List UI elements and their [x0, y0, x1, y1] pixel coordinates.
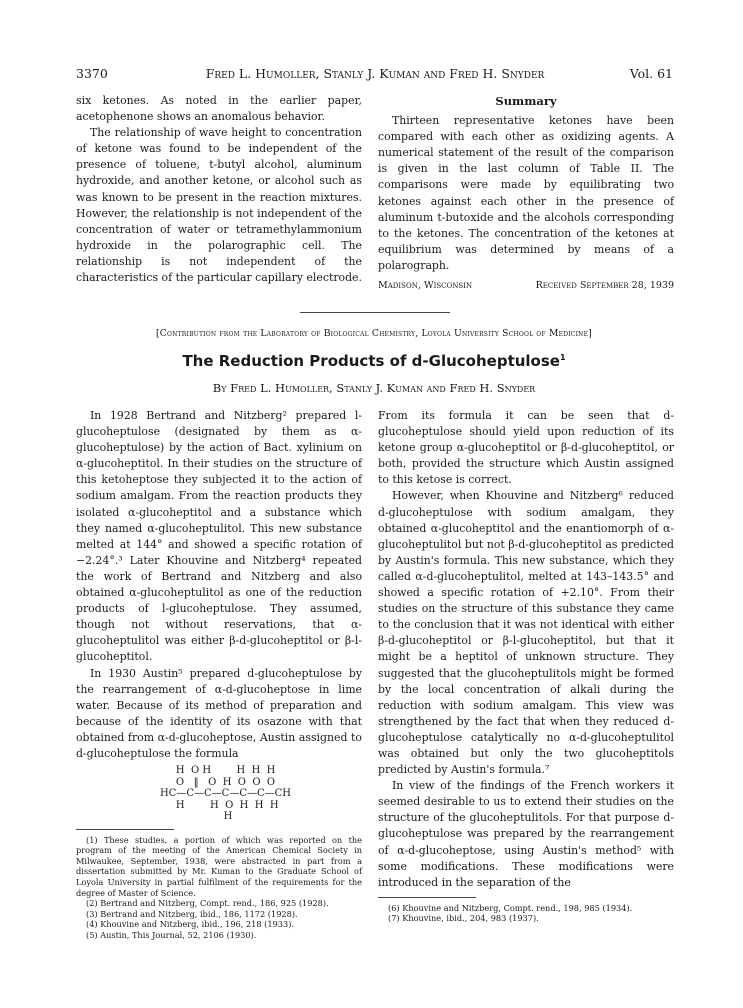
footnote: (7) Khouvine, ibid., 204, 983 (1937).	[388, 913, 539, 924]
article-divider	[300, 312, 450, 313]
paragraph: In view of the findings of the French workers it seemed desirable to us to extend their studies on the structure of the glucoheptulitols. For that purpose d-glucoheptulose was prepared by the rearrangement of α-d-glucoheptose, using Austin's method⁵ with some modifications. These modifications were introduced in the separation of the	[378, 779, 674, 889]
article-title	[72, 352, 676, 370]
formula-line: H O H H H H	[160, 765, 276, 777]
contribution-line: [Contribution from the Laboratory of Biological Chemistry, Loyola University School of Medicine]	[156, 328, 592, 339]
prev-article-left-column	[76, 93, 362, 286]
structural-formula	[160, 765, 362, 823]
left-footnotes	[76, 835, 362, 941]
footnote: (5) Austin, This Journal, 52, 2106 (1930).	[86, 929, 257, 940]
prev-article-right-column	[378, 93, 674, 294]
signoff	[378, 278, 674, 294]
formula-line: H	[160, 811, 233, 823]
summary-text: Thirteen representative ketones have been compared with each other as oxidizing agents. A numerical statement of the result of the comparison is given in the last column of Table II. The comparisons were made by equilibrating two ketones against each other in the presence of aluminum t-butoxide and the alcohols corresponding to the ketones. The concentration of the ketones at equilibrium was determined by means of a polarograph.	[378, 114, 674, 272]
page-number: 3370	[76, 66, 108, 81]
volume-label: Vol. 61	[629, 66, 673, 81]
location: Madison, Wisconsin	[378, 280, 473, 292]
footnote: (3) Bertrand and Nitzberg, ibid., 186, 1172 (1928).	[86, 908, 298, 919]
footnote-rule	[76, 829, 174, 830]
footnote: (6) Khouvine and Nitzberg, Compt. rend., 198, 985 (1934).	[388, 902, 633, 913]
footnote: (2) Bertrand and Nitzberg, Compt. rend., 186, 925 (1928).	[86, 898, 329, 909]
article-right-column	[378, 408, 674, 924]
paragraph: In 1930 Austin⁵ prepared d-glucoheptulose by the rearrangement of α-d-glucoheptose in lime water. Because of its method of preparation and because of the identity of its osazone with that obtained from α-d-glucoheptose, Austin assigned to d-glucoheptulose the formula	[76, 666, 362, 760]
paragraph: However, when Khouvine and Nitzberg⁶ reduced d-glucoheptulose with sodium amalgam, they obtained α-glucoheptitol and the enantiomorph of α-glucoheptulitol but not β-d-glucoheptitol as predicted by Austin's formula. This new substance, which they called α-d-glucoheptulitol, melted at 143–143.5° and showed a specific rotation of +2.10°. From their studies on the structure of this substance they came to the conclusion that it was not identical with either β-d-glucoheptitol or β-l-glucoheptitol, but that it might be a heptitol of unknown structure. They suggested that the glucoheptulitols might be formed by the local concentration of alkali during the reduction with sodium amalgam. This view was strengthened by the fact that when they reduced d-glucoheptulose catalytically no α-d-glucoheptulitol was obtained but only the two glucoheptitols predicted by Austin's formula.⁷	[378, 489, 674, 777]
right-footnotes	[378, 903, 674, 924]
footnote: (4) Khouvine and Nitzberg, ibid., 196, 218 (1933).	[86, 919, 295, 930]
formula-line: H H O H H H	[160, 799, 279, 811]
paragraph: From its formula it can be seen that d-glucoheptulose should yield upon reduction of its ketone group α-glucoheptitol or β-d-glucoheptitol, or both, provided the structure which Austin assigned to this ketose is correct.	[378, 409, 674, 487]
formula-line: HC—C—C—C—C—C—CH	[160, 788, 292, 800]
summary-heading: Summary	[495, 94, 557, 108]
article-left-column	[76, 408, 362, 941]
article-authors: By Fred L. Humoller, Stanly J. Kuman and Fred H. Snyder	[212, 381, 536, 395]
article-title-text: The Reduction Products of d-Glucoheptulose	[182, 352, 560, 370]
paragraph: six ketones. As noted in the earlier paper, acetophenone shows an anomalous behavior.	[76, 94, 362, 124]
footnote-rule	[378, 897, 476, 898]
paragraph: In 1928 Bertrand and Nitzberg² prepared l-glucoheptulose (designated by them as α-glucoheptulose) by the action of Bact. xylinium on α-glucoheptitol. In their studies on the structure of this ketoheptose they subjected it to the action of sodium amalgam. From the reaction products they isolated α-glucoheptitol and a substance which they named α-glucoheptulitol. This new substance melted at 144° and showed a specific rotation of −2.24°.³ Later Khouvine and Nitzberg⁴ repeated the work of Bertrand and Nitzberg and also obtained α-glucoheptulitol as one of the reduction products of l-glucoheptulose. They assumed, though not without reservations, that α-glucoheptulitol was either β-d-glucoheptitol or β-l-glucoheptitol.	[76, 409, 362, 664]
footnote: (1) These studies, a portion of which was reported on the program of the meeting of the American Chemical Society in Milwaukee, September, 1938, were abstracted in part from a dissertation submitted by Mr. Kuman to the Graduate School of Loyola University in partial fulfilment of the requirements for the degree of Master of Science.	[76, 834, 362, 898]
received-date: Received September 28, 1939	[535, 280, 674, 292]
formula-line: O ‖ O H O O O	[160, 776, 276, 788]
paragraph: The relationship of wave height to concentration of ketone was found to be independent of the presence of toluene, t-butyl alcohol, aluminum hydroxide, and another ketone, or alcohol such as was known to be present in the reaction mixtures. However, the relationship is not independent of the concentration of water or tetramethylammonium hydroxide in the polarographic cell. The relationship is not independent of the characteristics of the particular capillary electrode.	[76, 126, 362, 285]
running-title: Fred L. Humoller, Stanly J. Kuman and Fred H. Snyder	[205, 66, 545, 81]
title-footnote-marker: 1	[559, 353, 566, 362]
